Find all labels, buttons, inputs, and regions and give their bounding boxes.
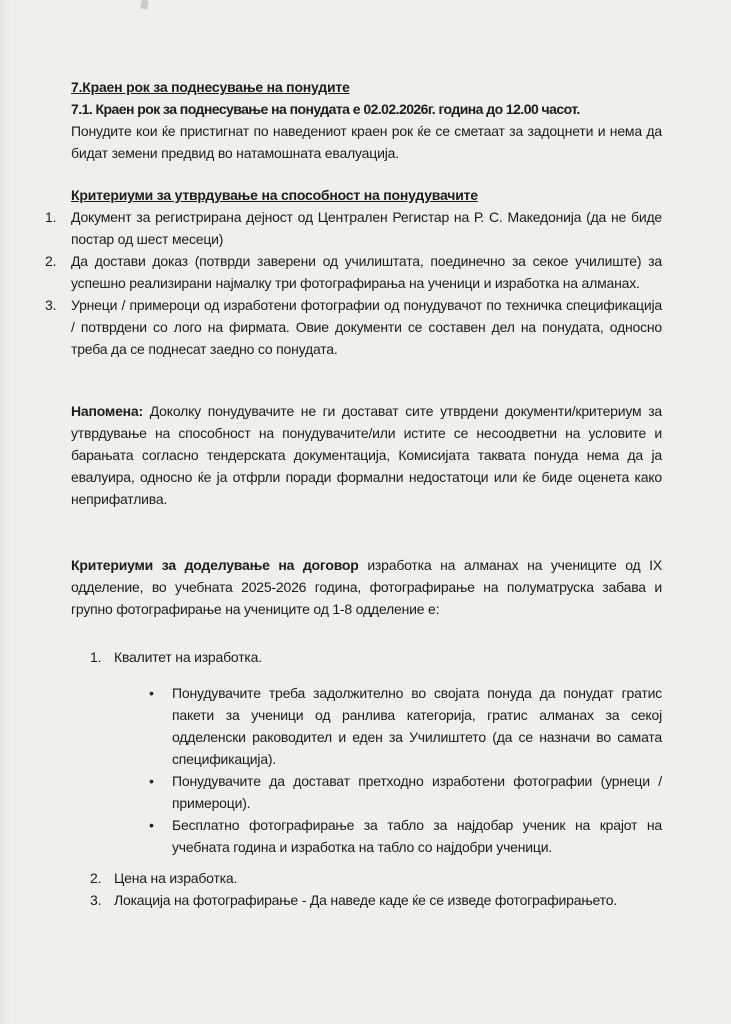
bullet-item-text: Бесплатно фотографирање за табло за најдобар ученик на крајот на учебната година и изработка на табло со најдобри ученици. <box>172 817 662 855</box>
bullet-item <box>147 814 662 858</box>
list-item-number: 3. <box>45 297 57 313</box>
bullet-item-text: Понудувачите треба задолжително во својата понуда да понудат гратис пакети за ученици од ранлива категорија, гратис алманах за секој одделенски раководител и еден за Училиштето (да се назначи во самата спецификација). <box>172 685 662 767</box>
list-item-number: 1. <box>45 209 57 225</box>
scan-artifact-mark <box>140 0 149 10</box>
list-item-text: Документ за регистрирана дејност од Централен Регистар на Р. С. Македонија (да не биде постар од шест месеци) <box>71 209 662 247</box>
list-item <box>45 294 662 360</box>
list-item-text: Да достави доказ (потврди заверени од училиштата, поединечно за секое училиште) за успешно реализирани најмалку три фотографирања на ученици и изработка на алманах. <box>71 253 662 291</box>
bullet-item-text: Понудувачите да достават претходно изработени фотографии (урнеци / примероци). <box>172 773 662 811</box>
section-deadline <box>71 76 662 164</box>
list-item-number: 1. <box>90 649 102 665</box>
list-item <box>90 889 662 911</box>
section-7-heading: 7.Краен рок за поднесување на понудите <box>71 79 350 95</box>
list-item-number: 2. <box>45 253 57 269</box>
bullet-glyph: • <box>149 817 154 833</box>
quality-bullet-list <box>147 682 662 858</box>
note-label: Напомена: <box>71 403 143 419</box>
list-item <box>90 646 662 668</box>
note-paragraph <box>71 400 662 510</box>
bullet-item <box>147 770 662 814</box>
list-item-number: 3. <box>90 892 102 908</box>
capability-criteria-list <box>45 206 662 360</box>
note-text: Доколку понудувачите не ги достават сите утврдени документи/критериум за утврдување на способност на понудувачите/или истите се несоодветни на условите и барањата согласно тендерската документација, Комисијата таквата понуда нема да ја евалуира, односно ќе ја отфрли поради формални недостатоци или ќе биде оценета како неприфатлива. <box>71 403 662 507</box>
list-item-number: 2. <box>90 870 102 886</box>
section-capability-criteria <box>45 184 662 360</box>
list-item <box>45 206 662 250</box>
list-item-text: Цена на изработка. <box>114 870 238 886</box>
capability-criteria-heading: Критериуми за утврдување на способност на понудувачите <box>71 187 478 203</box>
list-item <box>45 250 662 294</box>
bullet-item <box>147 682 662 770</box>
list-item-text: Квалитет на изработка. <box>114 649 262 665</box>
list-item-text: Урнеци / примероци од изработени фотографии од понудувачот по техничка спецификација / потврдени со лого на фирмата. Овие документи се составен дел на понудата, односно треба да се поднесат заедно со понудата. <box>71 297 662 357</box>
award-criteria-description: изработка на алманах на учениците од IX одделение, во учебната 2025-2026 година, фотографирање на полуматруска забава и групно фотографирање на учениците од 1-8 одделение е: <box>71 557 662 617</box>
award-criteria-list <box>90 646 662 911</box>
bullet-glyph: • <box>149 685 154 701</box>
section-7-body-text: Понудите кои ќе пристигнат по наведениот краен рок ќе се сметаат за задоцнети и нема да бидат земени предвид во натамошната евалуација. <box>71 123 662 161</box>
award-criteria-lead: Критериуми за доделување на договор <box>71 557 359 573</box>
list-item <box>90 867 662 889</box>
award-criteria-paragraph <box>71 554 662 620</box>
list-item-text: Локација на фотографирање - Да наведе каде ќе се изведе фотографирањето. <box>114 892 617 908</box>
section-7-1-deadline-line: 7.1. Краен рок за поднесување на понудата е 02.02.2026г. година до 12.00 часот. <box>71 101 580 117</box>
bullet-glyph: • <box>149 773 154 789</box>
